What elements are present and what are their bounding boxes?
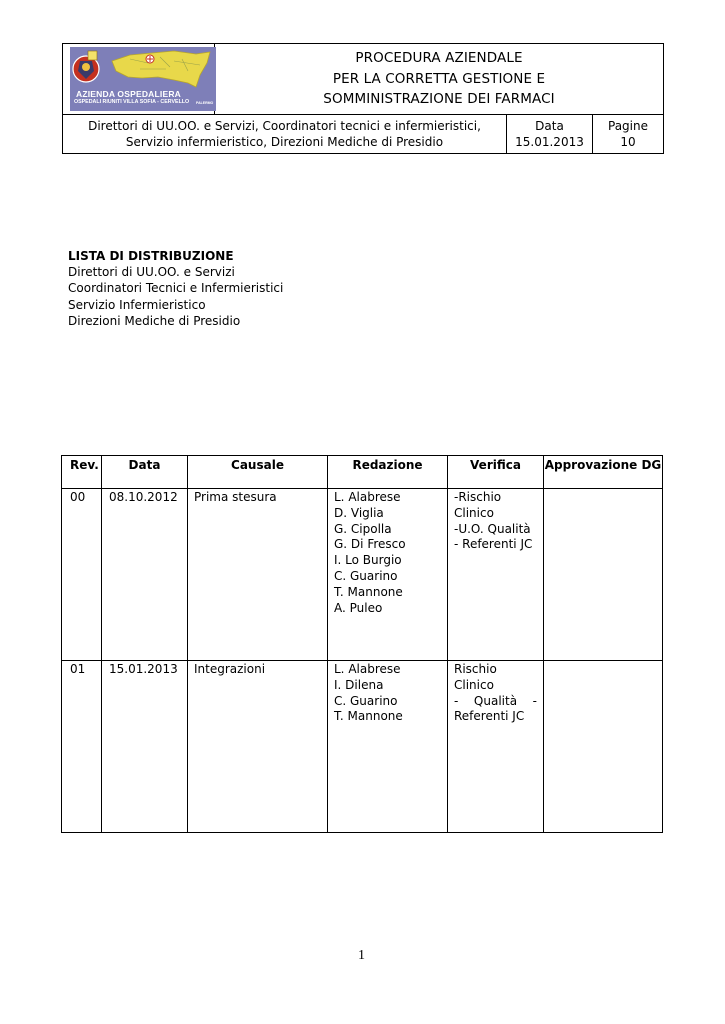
verification-line: -U.O. Qualità — [454, 521, 531, 536]
distribution-item: Direttori di UU.OO. e Servizi — [68, 265, 235, 280]
verification-line: - Qualità - — [454, 693, 537, 708]
pages-label: Pagine — [608, 119, 648, 133]
column-header-date: Data — [102, 456, 188, 489]
column-header-authors: Redazione — [328, 456, 448, 489]
verification-line: Referenti JC — [454, 709, 525, 724]
author-name: C. Guarino — [334, 568, 398, 583]
verification-line: Rischio Clinico — [454, 662, 497, 692]
rev-number: 00 — [62, 489, 102, 661]
rev-authors — [328, 661, 448, 833]
distribution-item: Coordinatori Tecnici e Infermieristici — [68, 281, 284, 296]
date-value: 15.01.2013 — [515, 135, 584, 149]
rev-date: 15.01.2013 — [102, 661, 188, 833]
author-name: T. Mannone — [334, 709, 403, 724]
distribution-list — [68, 248, 283, 329]
page-number: 1 — [358, 948, 365, 963]
hospital-logo — [70, 47, 216, 111]
logo-name: AZIENDA OSPEDALIERA — [76, 89, 182, 99]
rev-approval — [544, 489, 663, 661]
distribution-title: LISTA DI DISTRIBUZIONE — [68, 249, 234, 263]
verification-line: -Rischio — [454, 490, 502, 504]
date-cell — [507, 115, 593, 154]
author-name: I. Dilena — [334, 677, 384, 692]
column-header-rev: Rev. — [62, 456, 102, 489]
table-row — [62, 661, 663, 833]
pages-value: 10 — [620, 135, 636, 149]
pages-cell — [593, 115, 664, 154]
author-name: L. Alabrese — [334, 662, 401, 676]
author-name: C. Guarino — [334, 693, 398, 708]
procedure-title — [215, 44, 664, 115]
table-header-row — [62, 456, 663, 489]
rev-verification — [448, 661, 544, 833]
title-line: PER LA CORRETTA GESTIONE E — [332, 70, 546, 87]
logo-cell — [63, 44, 215, 115]
date-label: Data — [535, 119, 564, 133]
author-name: T. Mannone — [334, 584, 403, 599]
author-name: G. Di Fresco — [334, 537, 406, 552]
rev-approval — [544, 661, 663, 833]
title-line: SOMMINISTRAZIONE DEI FARMACI — [323, 91, 555, 108]
author-name: L. Alabrese — [334, 490, 401, 504]
audience: Direttori di UU.OO. e Servizi, Coordinatori tecnici e infermieristici, Servizio infermieristico, Direzioni Mediche di Presidio — [63, 115, 507, 154]
rev-reason: Integrazioni — [188, 661, 328, 833]
column-header-verification: Verifica — [448, 456, 544, 489]
revision-table — [61, 455, 663, 833]
author-name: G. Cipolla — [334, 521, 392, 536]
column-header-approval: Approvazione DG — [544, 456, 663, 489]
title-line: PROCEDURA AZIENDALE — [355, 50, 523, 67]
rev-authors — [328, 489, 448, 661]
author-name: I. Lo Burgio — [334, 553, 402, 568]
rev-number: 01 — [62, 661, 102, 833]
rev-verification — [448, 489, 544, 661]
table-row — [62, 489, 663, 661]
author-name: A. Puleo — [334, 600, 383, 615]
verification-line: Clinico — [454, 505, 494, 520]
distribution-item: Direzioni Mediche di Presidio — [68, 313, 241, 328]
distribution-item: Servizio Infermieristico — [68, 297, 206, 312]
rev-date: 08.10.2012 — [102, 489, 188, 661]
logo-subtitle: OSPEDALI RIUNITI VILLA SOFIA - CERVELLO — [74, 99, 190, 105]
rev-reason: Prima stesura — [188, 489, 328, 661]
column-header-reason: Causale — [188, 456, 328, 489]
document-header — [62, 43, 664, 154]
author-name: D. Viglia — [334, 505, 384, 520]
logo-city: PALERMO — [196, 101, 214, 105]
verification-line: - Referenti JC — [454, 537, 533, 552]
